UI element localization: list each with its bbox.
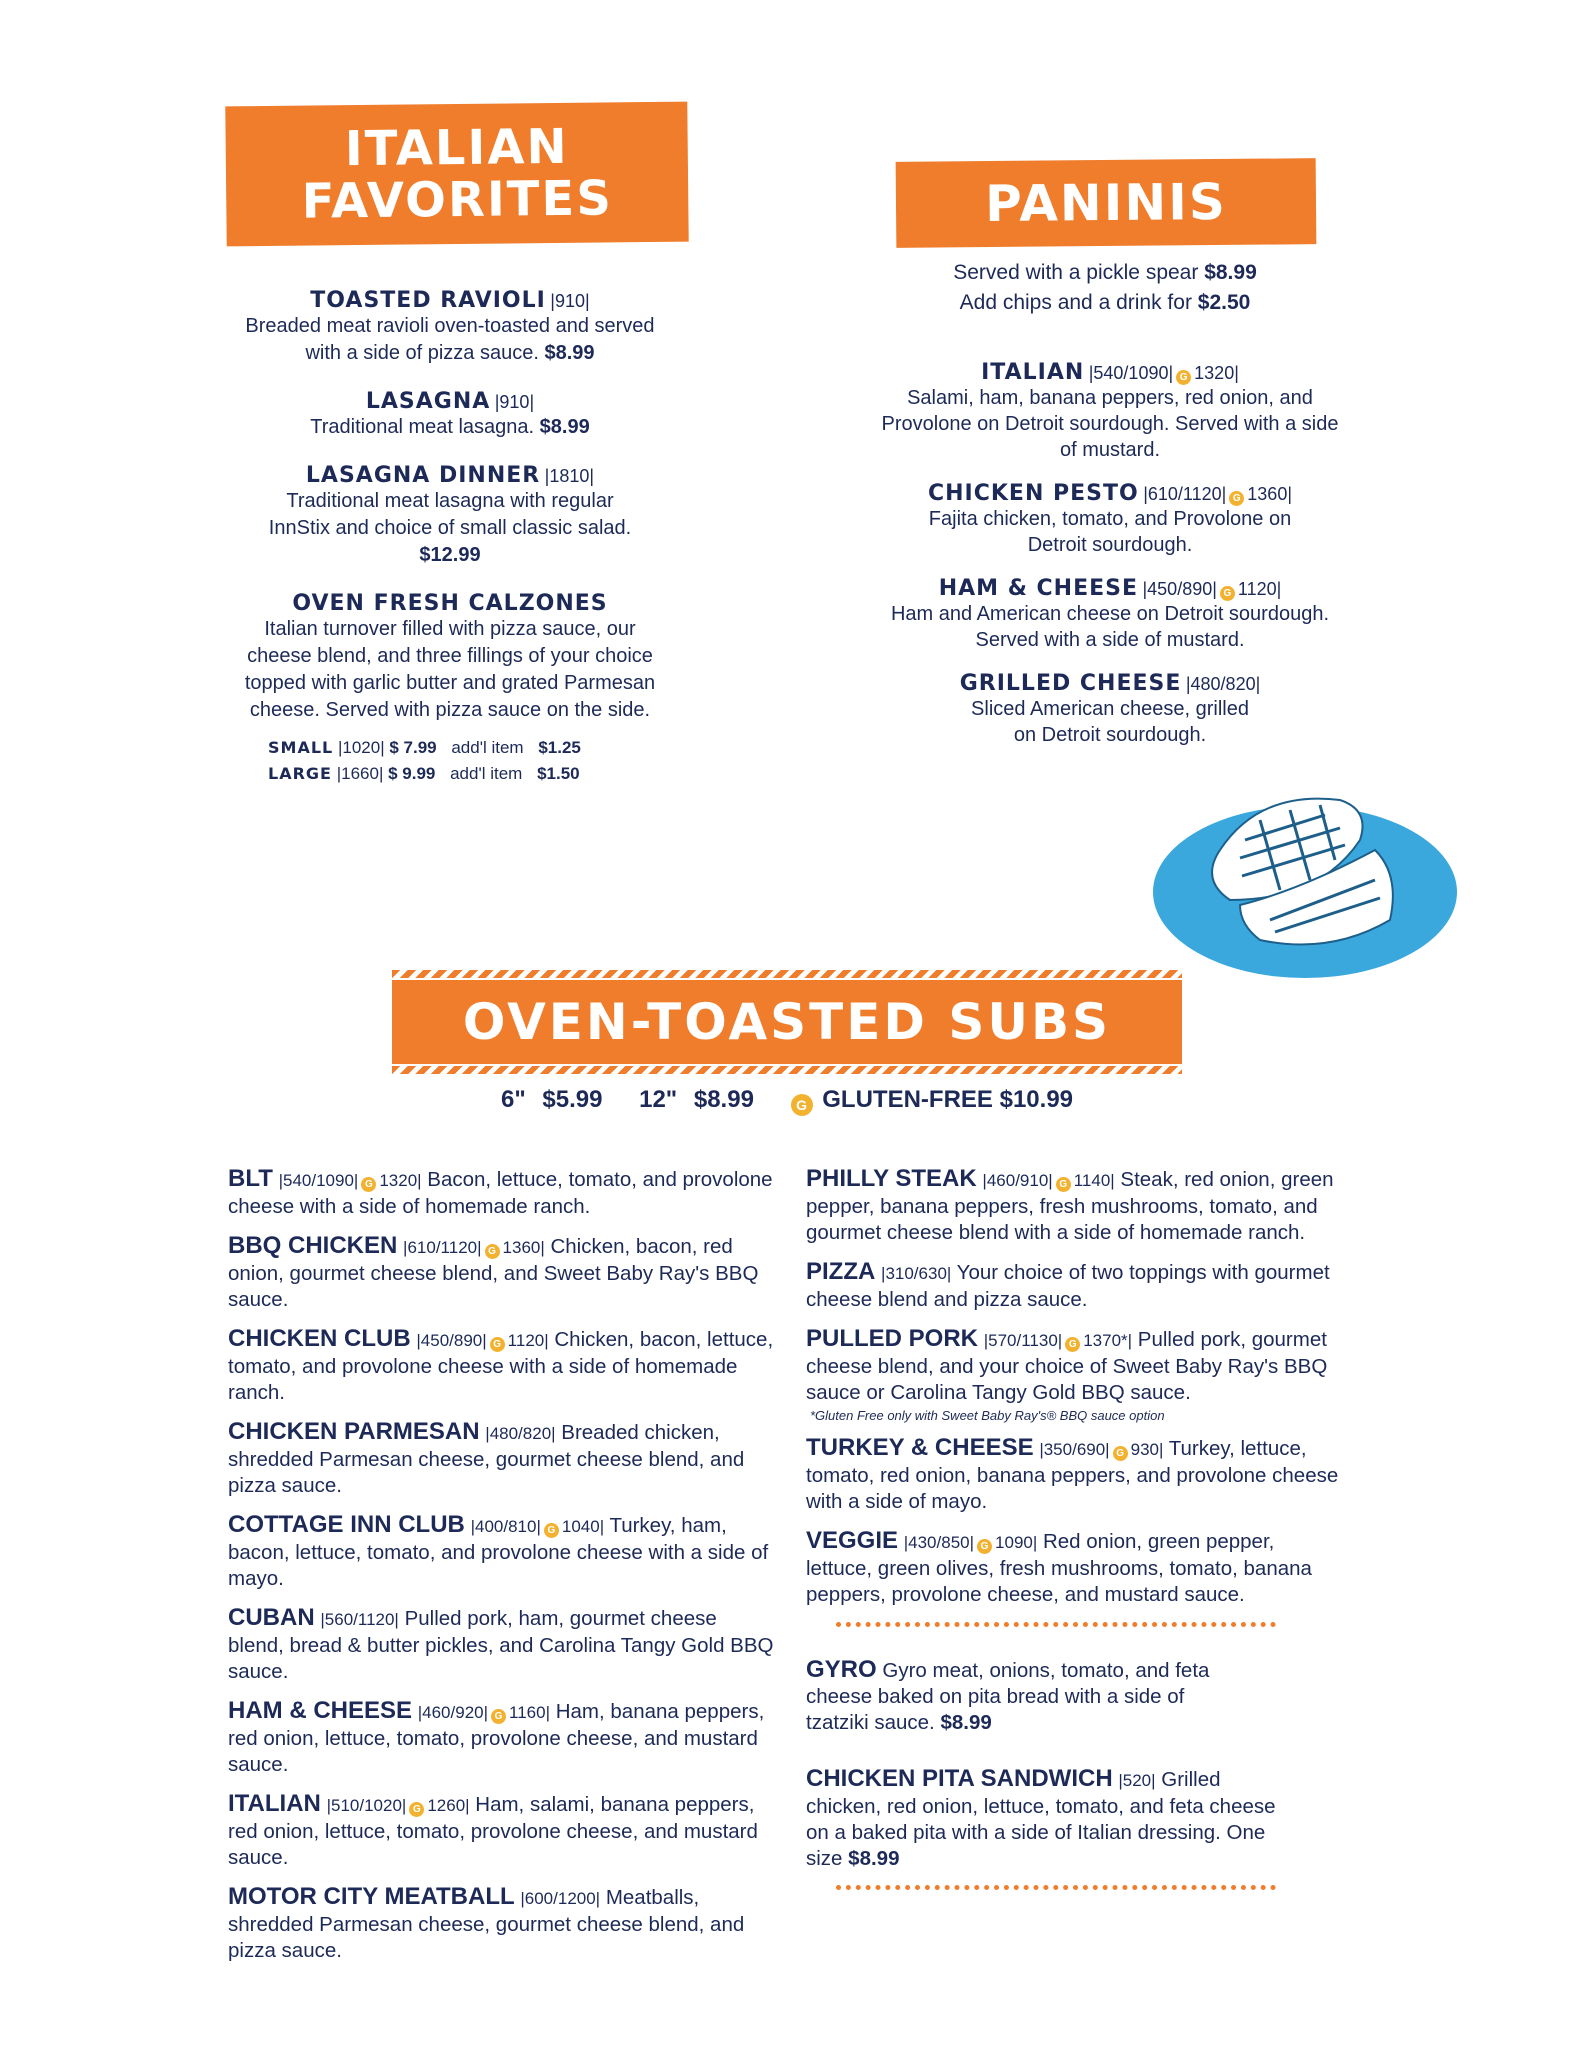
size-6-label: 6" xyxy=(500,1086,526,1113)
sub-name: CHICKEN PITA SANDWICH xyxy=(806,1765,1113,1792)
paninis-list xyxy=(880,360,1340,770)
paninis-banner xyxy=(896,158,1317,248)
sub-item xyxy=(806,1166,1346,1246)
sub-description: Steak, red onion, green pepper, banana peppers, fresh mushrooms, tomato, and gourmet cheese blend with a side of homemade ranch. xyxy=(806,1168,1334,1244)
sub-calories: |430/850| xyxy=(903,1533,975,1552)
size-6-price: $5.99 xyxy=(542,1086,603,1113)
item-calories: |450/890| xyxy=(1142,579,1217,599)
sub-description: Chicken, bacon, lettuce, tomato, and provolone cheese with a side of homemade ranch. xyxy=(228,1328,774,1404)
sub-item xyxy=(806,1259,1346,1313)
menu-item xyxy=(240,463,660,569)
sub-item xyxy=(228,1326,776,1406)
sub-name: PULLED PORK xyxy=(806,1325,979,1352)
calzone-sizes xyxy=(240,738,660,784)
subs-banner xyxy=(392,980,1182,1064)
panini-intro-line2: Add chips and a drink for xyxy=(959,291,1192,314)
italian-title-line1: ITALIAN xyxy=(344,118,569,178)
sub-gf-calories: 1140| xyxy=(1073,1171,1115,1190)
sub-description: Gyro meat, onions, tomato, and feta cheese baked on pita bread with a side of tzatziki sauce. xyxy=(806,1659,1210,1734)
sub-name: COTTAGE INN CLUB xyxy=(228,1511,465,1538)
item-calories: |910| xyxy=(550,291,590,311)
sub-calories: |460/910| xyxy=(982,1171,1053,1190)
item-calories: |910| xyxy=(494,392,535,412)
item-name: TOASTED RAVIOLI xyxy=(310,288,546,313)
sub-name: BLT xyxy=(228,1165,273,1192)
sub-item xyxy=(228,1605,776,1685)
sub-name: CHICKEN PARMESAN xyxy=(228,1418,480,1445)
sub-description: Pulled pork, gourmet cheese blend, and your choice of Sweet Baby Ray's BBQ sauce or Carolina Tangy Gold BBQ sauce. xyxy=(806,1328,1328,1404)
addl-item-price: $1.50 xyxy=(537,764,580,783)
item-description: Breaded meat ravioli oven-toasted and served with a side of pizza sauce. xyxy=(245,315,655,364)
sub-name: HAM & CHEESE xyxy=(228,1697,413,1724)
sub-description: Turkey, ham, bacon, lettuce, tomato, and provolone cheese with a side of mayo. xyxy=(228,1514,769,1590)
addl-item-label: add'l item xyxy=(450,764,523,783)
paninis-title: PANINIS xyxy=(984,172,1228,234)
sub-gf-calories: 1120| xyxy=(507,1331,549,1350)
sub-item xyxy=(228,1166,776,1220)
sub-description: Chicken, bacon, red onion, gourmet cheese blend, and Sweet Baby Ray's BBQ sauce. xyxy=(228,1235,759,1311)
sub-gf-calories: 1160| xyxy=(509,1703,551,1722)
panini-illustration xyxy=(1150,780,1460,980)
sub-gf-calories: 1360| xyxy=(502,1238,545,1257)
italian-favorites-banner xyxy=(225,102,688,247)
gluten-free-icon: G xyxy=(490,1337,505,1352)
size-12-label: 12" xyxy=(639,1086,678,1113)
dotted-divider xyxy=(836,1622,1276,1627)
italian-title-line2: FAVORITES xyxy=(301,170,614,230)
item-name: OVEN FRESH CALZONES xyxy=(292,591,608,616)
menu-item xyxy=(880,360,1340,463)
size-label: SMALL xyxy=(268,738,334,757)
menu-item xyxy=(880,671,1340,748)
sub-item xyxy=(806,1326,1346,1406)
size-row xyxy=(268,764,660,784)
sub-item xyxy=(228,1419,776,1499)
sub-description: Ham, salami, banana peppers, red onion, lettuce, tomato, provolone cheese, and mustard sauce. xyxy=(228,1793,758,1869)
sub-name: BBQ CHICKEN xyxy=(228,1232,398,1259)
sub-item xyxy=(806,1528,1346,1608)
sub-calories: |480/820| xyxy=(485,1424,556,1443)
menu-item xyxy=(240,591,660,724)
sub-item xyxy=(228,1698,776,1778)
sub-calories: |400/810| xyxy=(470,1517,541,1536)
sub-price: $8.99 xyxy=(848,1847,900,1870)
gluten-free-icon: G xyxy=(1065,1337,1080,1352)
gluten-free-icon: G xyxy=(361,1177,376,1192)
gluten-free-label: GLUTEN-FREE xyxy=(822,1086,993,1113)
sub-gf-calories: 930| xyxy=(1130,1440,1164,1459)
item-description: Sliced American cheese, grilled on Detroit sourdough. xyxy=(971,698,1249,746)
size-label: LARGE xyxy=(268,764,332,783)
item-price: $8.99 xyxy=(539,416,590,438)
item-price: $8.99 xyxy=(544,342,595,364)
item-gf-calories: 1120| xyxy=(1237,579,1282,599)
sub-calories: |310/630| xyxy=(881,1264,952,1283)
sub-name: CUBAN xyxy=(228,1604,315,1631)
size-row xyxy=(268,738,660,758)
italian-favorites-list xyxy=(240,288,660,790)
item-description: Salami, ham, banana peppers, red onion, and Provolone on Detroit sourdough. Served with a side of mustard. xyxy=(881,387,1339,461)
item-calories: |610/1120| xyxy=(1143,484,1227,504)
subs-title: OVEN-TOASTED SUBS xyxy=(462,993,1112,1051)
sub-name: GYRO xyxy=(806,1656,877,1683)
sub-calories: |450/890| xyxy=(416,1331,487,1350)
sub-calories: |540/1090| xyxy=(278,1171,359,1190)
item-name: LASAGNA DINNER xyxy=(305,463,541,488)
sub-item xyxy=(806,1435,1346,1515)
sub-item xyxy=(228,1884,776,1964)
menu-item xyxy=(880,481,1340,558)
gluten-free-icon: G xyxy=(485,1244,500,1259)
sub-item xyxy=(228,1233,776,1313)
sub-name: PIZZA xyxy=(806,1258,876,1285)
sub-item xyxy=(228,1512,776,1592)
subs-banner-border-top xyxy=(392,970,1182,978)
sub-description: Your choice of two toppings with gourmet cheese blend and pizza sauce. xyxy=(806,1261,1330,1311)
gluten-free-icon: G xyxy=(977,1539,992,1554)
size-price: $ 7.99 xyxy=(389,738,437,757)
sub-gf-calories: 1370*| xyxy=(1083,1331,1133,1350)
size-12-price: $8.99 xyxy=(693,1086,754,1113)
sub-name: CHICKEN CLUB xyxy=(228,1325,411,1352)
menu-item xyxy=(240,389,660,441)
gluten-free-icon: G xyxy=(791,1094,813,1116)
gluten-free-icon: G xyxy=(1176,370,1191,385)
gluten-free-icon: G xyxy=(544,1523,559,1538)
sub-description: Breaded chicken, shredded Parmesan cheese, gourmet cheese blend, and pizza sauce. xyxy=(228,1421,745,1497)
sub-name: ITALIAN xyxy=(228,1790,321,1817)
sub-gf-calories: 1260| xyxy=(427,1796,470,1815)
item-price: $12.99 xyxy=(419,544,481,566)
sub-gf-calories: 1040| xyxy=(561,1517,605,1536)
sub-gf-calories: 1320| xyxy=(379,1171,422,1190)
item-name: ITALIAN xyxy=(981,360,1085,385)
sub-calories: |520| xyxy=(1118,1771,1156,1790)
subs-right-column xyxy=(806,1166,1346,1890)
item-description: Traditional meat lasagna. xyxy=(310,416,535,438)
gluten-free-price: $10.99 xyxy=(999,1086,1074,1113)
sub-name: VEGGIE xyxy=(806,1527,899,1554)
gluten-free-icon: G xyxy=(1229,491,1244,506)
sub-description: Ham, banana peppers, red onion, lettuce, tomato, provolone cheese, and mustard sauce. xyxy=(228,1700,765,1776)
addl-item-label: add'l item xyxy=(451,738,524,757)
sub-description: Bacon, lettuce, tomato, and provolone cheese with a side of homemade ranch. xyxy=(228,1168,773,1218)
size-calories: |1660| xyxy=(336,764,384,783)
size-price: $ 9.99 xyxy=(388,764,436,783)
sub-calories: |610/1120| xyxy=(403,1238,482,1257)
item-name: LASAGNA xyxy=(365,389,491,414)
sub-calories: |460/920| xyxy=(417,1703,489,1722)
panini-intro-line1: Served with a pickle spear xyxy=(953,261,1199,284)
sub-description: Grilled chicken, red onion, lettuce, tomato, and feta cheese on a baked pita with a side of Italian dressing. One size xyxy=(806,1768,1276,1870)
item-calories: |1810| xyxy=(544,466,595,486)
sub-name: PHILLY STEAK xyxy=(806,1165,977,1192)
sub-item xyxy=(806,1766,1276,1872)
item-description: Italian turnover filled with pizza sauce, our cheese blend, and three fillings of your choice topped with garlic butter and grated Parmesan cheese. Served with pizza sauce on the side. xyxy=(244,618,656,721)
sub-item xyxy=(228,1791,776,1871)
sub-calories: |350/690| xyxy=(1039,1440,1110,1459)
addl-item-price: $1.25 xyxy=(538,738,581,757)
subs-left-column xyxy=(228,1166,776,1977)
sub-name: TURKEY & CHEESE xyxy=(806,1434,1034,1461)
sub-description: Meatballs, shredded Parmesan cheese, gourmet cheese blend, and pizza sauce. xyxy=(228,1886,745,1962)
sub-calories: |560/1120| xyxy=(320,1610,399,1629)
item-name: HAM & CHEESE xyxy=(938,576,1139,601)
gluten-free-icon: G xyxy=(409,1802,424,1817)
sub-description: Red onion, green pepper, lettuce, green olives, fresh mushrooms, tomato, banana peppers, provolone cheese, and mustard sauce. xyxy=(806,1530,1312,1606)
item-description: Fajita chicken, tomato, and Provolone on Detroit sourdough. xyxy=(928,508,1292,556)
gluten-free-icon: G xyxy=(1113,1446,1128,1461)
panini-combo-price: $2.50 xyxy=(1197,291,1251,314)
sub-gf-calories: 1090| xyxy=(995,1533,1038,1552)
item-name: CHICKEN PESTO xyxy=(927,481,1139,506)
gluten-free-footnote: *Gluten Free only with Sweet Baby Ray's® BBQ sauce option xyxy=(810,1408,1165,1423)
item-calories: |480/820| xyxy=(1185,674,1261,694)
subs-pricing-row xyxy=(392,1086,1182,1116)
subs-banner-border-bottom xyxy=(392,1066,1182,1074)
sub-description: Turkey, lettuce, tomato, red onion, banana peppers, and provolone cheese with a side of mayo. xyxy=(806,1437,1339,1513)
sub-name: MOTOR CITY MEATBALL xyxy=(228,1883,515,1910)
sub-calories: |510/1020| xyxy=(326,1796,407,1815)
sub-description: Pulled pork, ham, gourmet cheese blend, bread & butter pickles, and Carolina Tangy Gold BBQ sauce. xyxy=(228,1607,774,1683)
sub-calories: |570/1130| xyxy=(983,1331,1063,1350)
gluten-free-icon: G xyxy=(491,1709,506,1724)
item-calories: |540/1090| xyxy=(1088,363,1174,383)
sub-calories: |600/1200| xyxy=(520,1889,601,1908)
item-name: GRILLED CHEESE xyxy=(959,671,1182,696)
gluten-free-icon: G xyxy=(1220,586,1235,601)
sub-item xyxy=(806,1657,1246,1736)
dotted-divider xyxy=(836,1885,1276,1890)
gluten-free-icon: G xyxy=(1056,1177,1071,1192)
paninis-intro xyxy=(870,258,1340,318)
size-calories: |1020| xyxy=(337,738,385,757)
item-description: Traditional meat lasagna with regular InnStix and choice of small classic salad. xyxy=(268,490,632,539)
item-description: Ham and American cheese on Detroit sourdough. Served with a side of mustard. xyxy=(890,603,1330,651)
menu-item xyxy=(240,288,660,367)
item-gf-calories: 1320| xyxy=(1194,363,1239,383)
menu-item xyxy=(880,576,1340,653)
panini-base-price: $8.99 xyxy=(1204,261,1257,284)
item-gf-calories: 1360| xyxy=(1247,484,1292,504)
sub-price: $8.99 xyxy=(940,1711,992,1734)
